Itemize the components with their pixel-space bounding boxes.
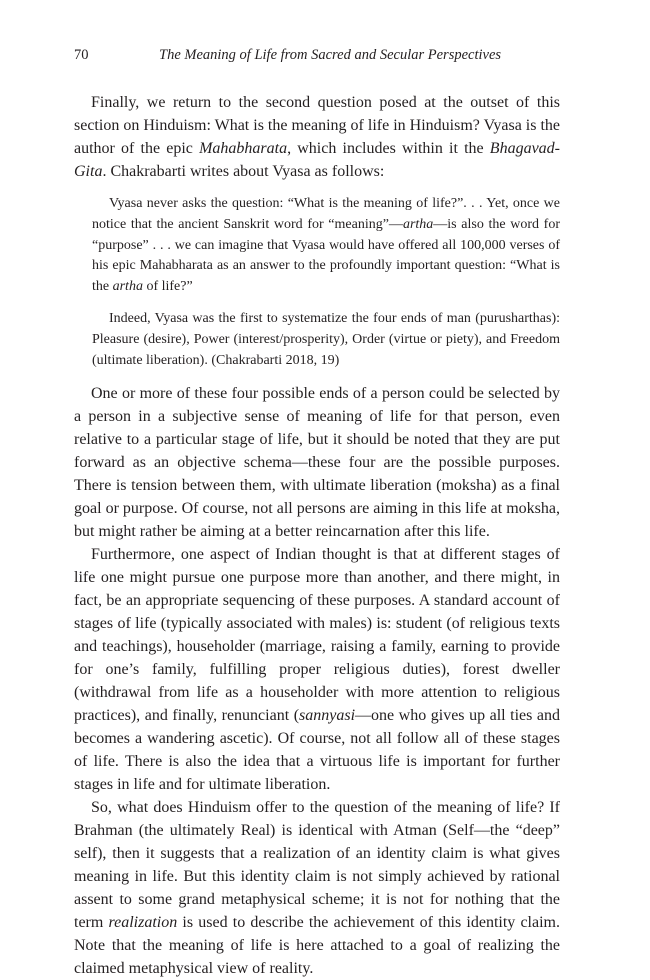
quote-paragraph-1: Vyasa never asks the question: “What is the meaning of life?”. . . Yet, once we notice that the ancient Sanskrit word for “meaning”—artha—is also the word for “purpose” . . . we can imagine that Vyasa would have offered all 100,000 verses of his epic Mahabharata as an answer to the profoundly important question: “What is the artha of life?” bbox=[92, 196, 560, 295]
paragraph-stages-of-life: Furthermore, one aspect of Indian thought is that at different stages of life one might pursue one purpose more than another, and there might, in fact, be an appropriate sequencing of these purposes. A standard account of stages of life (typically associated with males) is: student (of religious texts and teachings), householder (marriage, raising a family, earning to provide for one’s family, fulfilling proper religious duties), forest dweller (withdrawal from life as a householder with more attention to religious practices), and finally, renunciant (sannyasi—one who gives up all ties and becomes a wandering ascetic). Of course, not all follow all of these stages of life. There is also the idea that a virtuous life is important for further stages in life and for ultimate liberation. bbox=[74, 546, 560, 794]
running-title: The Meaning of Life from Sacred and Secular Perspectives bbox=[159, 47, 502, 63]
quote-paragraph-2: Indeed, Vyasa was the first to systematize the four ends of man (purusharthas): Pleasure (desire), Power (interest/prosperity), Order (virtue or piety), and Freedom (ultimate liberation). (Chakrabarti 2018, 19) bbox=[92, 310, 560, 368]
block-quote bbox=[92, 194, 560, 371]
paragraph-meaning-of-life: So, what does Hinduism offer to the question of the meaning of life? If Brahman (the ultimately Real) is identical with Atman (Self—the “deep” self), then it suggests that a realization of an identity claim is what gives meaning in life. But this identity claim is not simply achieved by rational assent to some grand metaphysical scheme; it is not for nothing that the term realization is used to describe the achievement of this identity claim. Note that the meaning of life is here attached to a goal of realizing the claimed metaphysical view of reality. bbox=[74, 799, 560, 978]
page-number: 70 bbox=[74, 47, 89, 63]
book-page bbox=[74, 42, 560, 980]
paragraph-intro: Finally, we return to the second question posed at the outset of this section on Hinduism: What is the meaning of life in Hinduism? Vyasa is the author of the epic Mahabharata, which includes within it the Bhagavad-Gita. Chakrabarti writes about Vyasa as follows: bbox=[74, 94, 561, 180]
page-header bbox=[74, 42, 560, 72]
body-text bbox=[74, 91, 560, 980]
paragraph-four-ends: One or more of these four possible ends of a person could be selected by a person in a subjective sense of meaning of life for that person, even relative to a particular stage of life, but it should be noted that they are put forward as an objective schema—these four are the possible purposes. There is tension between them, with ultimate liberation (moksha) as a final goal or purpose. Of course, not all persons are aiming in this life at moksha, but might rather be aiming at a better reincarnation after this life. bbox=[74, 385, 560, 541]
